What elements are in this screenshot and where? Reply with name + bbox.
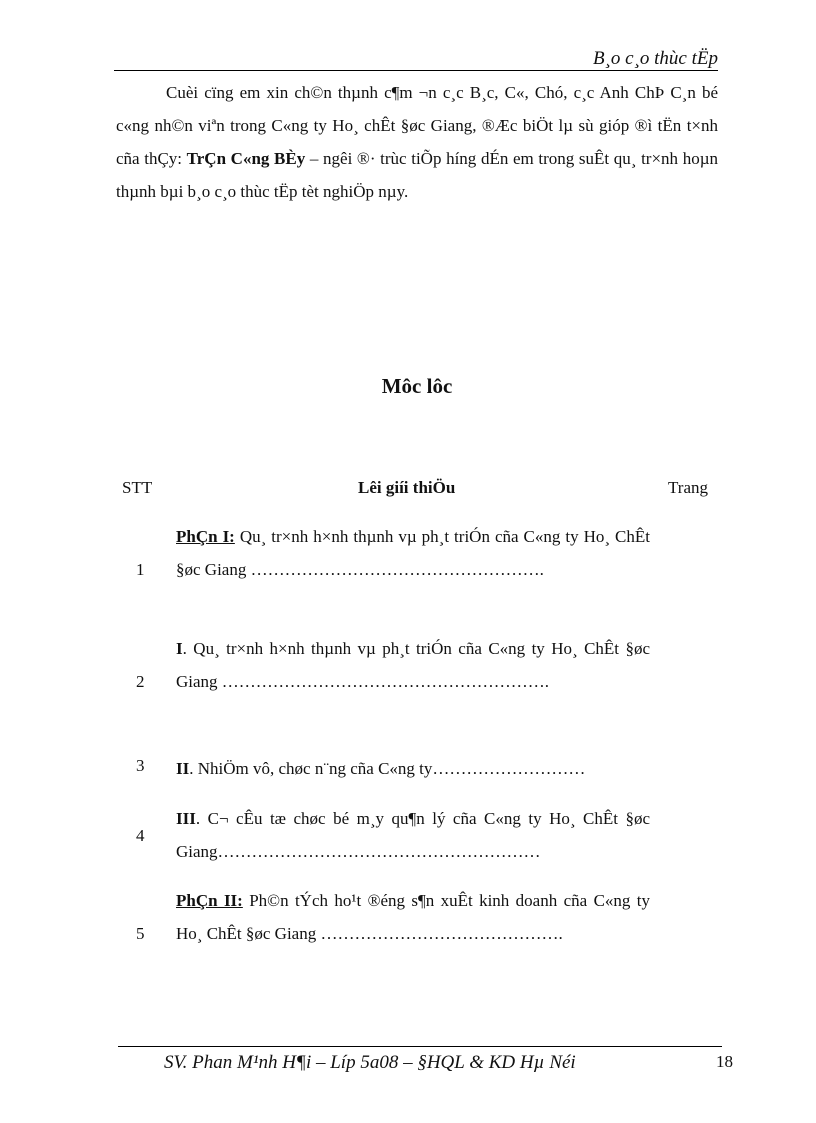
toc-row-label: II: [176, 759, 190, 778]
paragraph-text-1: Cuèi cïng em xin ch©n thµnh c¶m ¬n c¸c B¸c, C«, Chó, c¸c Anh ChÞ C¸n bé c«ng nh©n viªn trong C«ng ty Ho¸ chÊt §øc Giang, ®Æc biÖt lµ sù gióp ®ì tËn t×nh cña thÇy:: [116, 83, 718, 168]
toc-title: Môc lôc: [381, 374, 453, 398]
toc-row: [114, 520, 654, 620]
toc-row: [114, 632, 654, 732]
toc-row-label: PhÇn I:: [176, 527, 235, 546]
teacher-name: TrÇn C«ng BÈy: [186, 149, 306, 168]
toc-row-number: 5: [136, 924, 145, 943]
toc-row-dots: ………………………………………………….: [221, 672, 550, 691]
toc-row-number: 2: [136, 672, 145, 691]
toc-header-description: Lêi giíi thiÖu: [358, 478, 456, 497]
toc-row: [114, 802, 654, 872]
toc-row-text: PhÇn II: Ph©n tÝch ho¹t ®éng s¶n xuÊt kinh doanh cña C«ng ty Ho¸ ChÊt §øc Giang …………………………………….: [176, 891, 650, 943]
toc-row-label: PhÇn II:: [176, 891, 243, 910]
toc-row-dots: ………………………: [432, 759, 586, 778]
footer-rule: [118, 1046, 722, 1047]
toc-row-text: I. Qu¸ tr×nh h×nh thµnh vµ ph¸t triÓn cña C«ng ty Ho¸ ChÊt §øc Giang ………………………………………………….: [176, 639, 650, 691]
header-rule: [114, 70, 718, 71]
toc-row-label: I: [176, 639, 183, 658]
toc-row-dots: …………………………………………………: [217, 842, 541, 861]
page-header-title: B¸o c¸o thùc tËp: [592, 48, 718, 69]
toc-header-stt: STT: [122, 478, 153, 497]
toc-row-number: 1: [136, 560, 145, 579]
toc-row: [114, 752, 654, 786]
toc-row-text: III. C¬ cÊu tæ chøc bé m¸y qu¶n lý cña C«ng ty Ho¸ ChÊt §øc Giang…………………………………………………: [176, 809, 650, 861]
toc-row-text: II. NhiÖm vô, chøc n¨ng cña C«ng ty………………………: [176, 759, 586, 778]
toc-header-page: Trang: [668, 478, 708, 497]
toc-row-number: 4: [136, 826, 145, 845]
toc-row-number: 3: [136, 756, 145, 775]
paragraph-text-2: – ngêi ®· trùc tiÕp híng dÉn em trong suÊt qu¸ tr×nh hoµn thµnh bµi b¸o c¸o thùc tËp tèt nghiÖp nµy.: [116, 149, 718, 201]
toc-row-label: III: [176, 809, 196, 828]
toc-row-dots: …………………………………………….: [250, 560, 544, 579]
acknowledgement-paragraph: [116, 76, 718, 208]
toc-row: [114, 884, 654, 984]
page-number: 18: [716, 1052, 733, 1071]
toc-row-dots: …………………………………….: [320, 924, 563, 943]
toc-row-text: PhÇn I: Qu¸ tr×nh h×nh thµnh vµ ph¸t triÓn cña C«ng ty Ho¸ ChÊt §øc Giang …………………………………………….: [176, 527, 650, 579]
footer-text: SV. Phan M¹nh H¶i – Líp 5a08 – §HQL & KD Hµ Néi: [164, 1052, 576, 1073]
